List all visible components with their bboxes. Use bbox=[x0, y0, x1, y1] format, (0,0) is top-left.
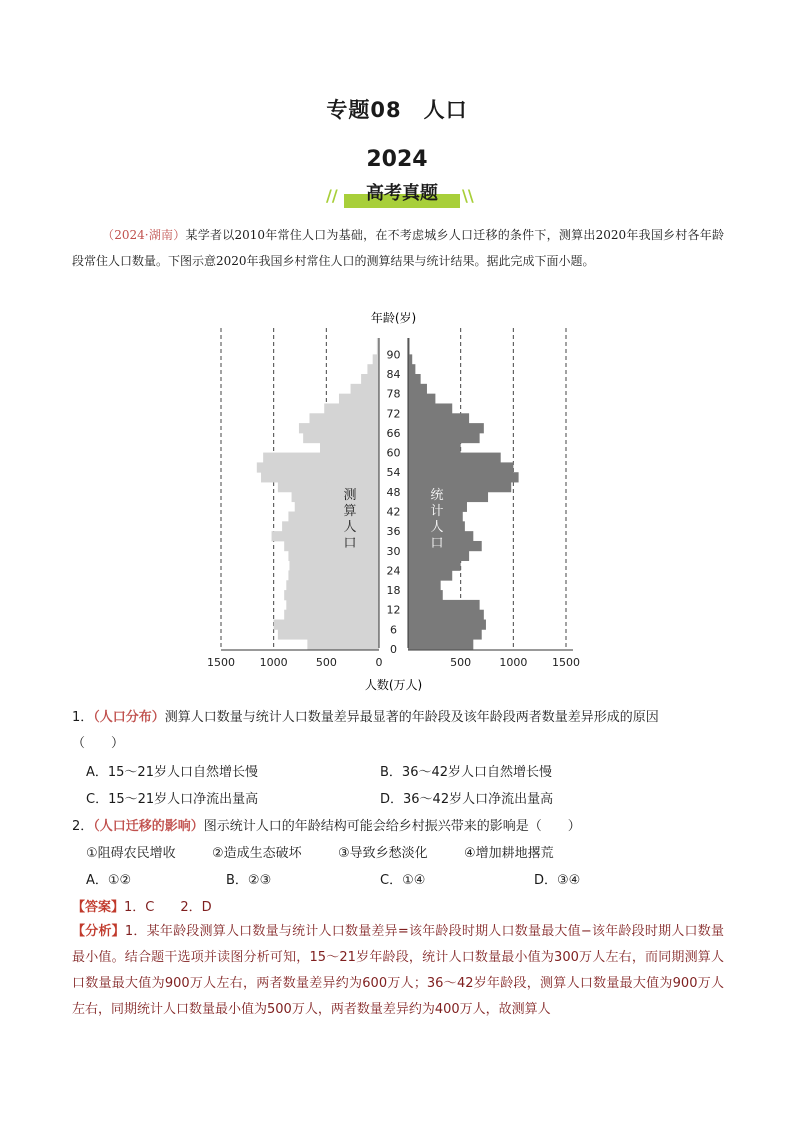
estimated-bar-age-27 bbox=[288, 551, 379, 561]
counted-bar-age-87 bbox=[408, 354, 412, 364]
x-tick-left-500: 500 bbox=[315, 656, 337, 669]
analysis-text: 1．某年龄段测算人口数量与统计人口数量差异=该年龄段时期人口数量最大值−该年龄段时期人口数量最小值。结合题干选项并读图分析可知，15～21岁年龄段，统计人口数量最小值为300万人左右，而同期测算人口数量最大值为900万人左右，两者数量差异约为600万人；36～42岁年龄段，测算人口数量最大值为900万人左右，同期统计人口数量最小值为500万人，两者数量差异约为400万人，故测算人 bbox=[72, 924, 724, 1017]
estimated-bar-age-0 bbox=[307, 639, 379, 649]
analysis-paragraph bbox=[72, 919, 724, 1023]
y-tick-30: 30 bbox=[386, 544, 401, 558]
question-1-option-d[interactable]: D．36～42岁人口净流出量高 bbox=[380, 792, 554, 807]
estimated-bar-age-63 bbox=[303, 433, 379, 443]
series-label-char: 口 bbox=[430, 536, 444, 551]
question-1-option-c[interactable]: C．15～21岁人口净流出量高 bbox=[86, 792, 259, 807]
estimated-bar-age-21 bbox=[288, 570, 379, 580]
counted-bar-age-63 bbox=[408, 433, 480, 443]
estimated-bar-age-6 bbox=[274, 620, 379, 630]
x-tick-right-500: 500 bbox=[450, 656, 472, 669]
y-tick-12: 12 bbox=[386, 603, 401, 617]
year-heading: 2024 bbox=[366, 147, 428, 172]
question-2-text: 图示统计人口的年龄结构可能会给乡村振兴带来的影响是（ ） bbox=[203, 819, 581, 834]
estimated-bar-age-15 bbox=[284, 590, 379, 600]
x-axis-label: 人数(万人) bbox=[364, 678, 423, 692]
banner-slash-right-icon: \\ bbox=[462, 186, 474, 205]
estimated-bar-age-33 bbox=[272, 531, 379, 541]
counted-bar-age-24 bbox=[408, 561, 461, 571]
question-2-item-2: ②造成生态破坏 bbox=[212, 846, 302, 861]
y-tick-18: 18 bbox=[386, 584, 401, 598]
population-pyramid-chart bbox=[200, 306, 600, 696]
estimated-bar-age-57 bbox=[263, 453, 379, 463]
series-label-char: 计 bbox=[430, 504, 444, 519]
counted-bar-age-18 bbox=[408, 580, 441, 590]
x-tick-right-1500: 1500 bbox=[552, 656, 580, 669]
estimated-bar-age-54 bbox=[257, 462, 379, 472]
banner-slash-left-icon: // bbox=[326, 186, 338, 205]
estimated-bar-age-48 bbox=[278, 482, 379, 492]
answer-label: 【答案】 bbox=[72, 900, 125, 915]
series-label-char: 算 bbox=[343, 504, 357, 519]
counted-population-series bbox=[408, 338, 519, 649]
estimated-bar-age-72 bbox=[324, 403, 379, 413]
answer-line bbox=[72, 896, 212, 915]
counted-bar-age-27 bbox=[408, 551, 469, 561]
counted-bar-age-0 bbox=[408, 639, 473, 649]
page-title: 专题08 人口 bbox=[326, 98, 468, 122]
question-1-paren: （ ） bbox=[72, 736, 125, 751]
intro-text: 某学者以2010年常住人口为基础，在不考虑城乡人口迁移的条件下，测算出2020年我国乡村各年龄段常住人口数量。下图示意2020年我国乡村常住人口的测算结果与统计结果。据此完成下面小题。 bbox=[72, 228, 724, 268]
counted-bar-age-75 bbox=[408, 394, 435, 404]
counted-bar-age-12 bbox=[408, 600, 480, 610]
counted-bar-age-78 bbox=[408, 384, 427, 394]
y-axis-label: 年龄(岁) bbox=[370, 311, 417, 325]
y-tick-84: 84 bbox=[386, 368, 401, 382]
question-2-item-4: ④增加耕地撂荒 bbox=[464, 846, 554, 861]
x-tick-left-0: 0 bbox=[375, 656, 383, 669]
question-2-number: 2． bbox=[72, 819, 94, 834]
counted-bar-age-6 bbox=[408, 620, 486, 630]
question-2-option-d[interactable]: D．③④ bbox=[534, 873, 581, 888]
question-1-option-b[interactable]: B．36～42岁人口自然增长慢 bbox=[380, 765, 553, 780]
question-2-option-a[interactable]: A．①② bbox=[86, 873, 132, 888]
estimated-bar-age-51 bbox=[261, 472, 379, 482]
counted-bar-age-51 bbox=[408, 472, 519, 482]
counted-bar-age-48 bbox=[408, 482, 511, 492]
series-label-char: 统 bbox=[430, 488, 444, 503]
question-1-number: 1． bbox=[72, 710, 94, 725]
question-1-option-a[interactable]: A．15～21岁人口自然增长慢 bbox=[86, 765, 258, 780]
counted-bar-age-15 bbox=[408, 590, 443, 600]
intro-paragraph bbox=[72, 222, 724, 274]
counted-bar-age-9 bbox=[408, 610, 484, 620]
y-tick-60: 60 bbox=[386, 446, 401, 460]
y-tick-36: 36 bbox=[386, 525, 401, 539]
series-label-estimated bbox=[343, 488, 356, 551]
y-tick-0: 0 bbox=[390, 643, 397, 656]
question-2-option-c[interactable]: C．①④ bbox=[380, 873, 426, 888]
counted-bar-age-54 bbox=[408, 462, 513, 472]
counted-bar-age-81 bbox=[408, 374, 421, 384]
estimated-bar-age-87 bbox=[373, 354, 379, 364]
answer-text: 1．C 2．D bbox=[124, 900, 212, 915]
series-label-char: 人 bbox=[430, 520, 444, 535]
estimated-bar-age-66 bbox=[299, 423, 379, 433]
estimated-bar-age-78 bbox=[351, 384, 379, 394]
x-tick-left-1000: 1000 bbox=[259, 656, 288, 669]
x-tick-labels bbox=[207, 656, 580, 669]
y-tick-labels bbox=[387, 348, 401, 656]
x-tick-left-1500: 1500 bbox=[207, 656, 235, 669]
counted-bar-age-3 bbox=[408, 629, 482, 639]
question-1 bbox=[72, 706, 732, 725]
counted-bar-age-57 bbox=[408, 453, 501, 463]
counted-bar-age-30 bbox=[408, 541, 482, 551]
y-tick-42: 42 bbox=[386, 505, 401, 519]
section-banner bbox=[326, 180, 474, 210]
intro-source: （2024·湖南） bbox=[102, 228, 186, 242]
question-1-text: 测算人口数量与统计人口数量差异最显著的年龄段及该年龄段两者数量差异形成的原因 bbox=[164, 710, 659, 725]
question-2 bbox=[72, 815, 732, 834]
estimated-bar-age-42 bbox=[295, 502, 379, 512]
series-label-char: 口 bbox=[343, 536, 357, 551]
counted-bar-age-45 bbox=[408, 492, 488, 502]
banner-label: 高考真题 bbox=[366, 183, 438, 204]
estimated-bar-age-18 bbox=[286, 580, 379, 590]
question-1-tag: （人口分布） bbox=[93, 710, 165, 725]
counted-bar-age-60 bbox=[408, 443, 461, 453]
estimated-bar-age-12 bbox=[286, 600, 379, 610]
estimated-bar-age-36 bbox=[282, 521, 379, 531]
x-tick-right-1000: 1000 bbox=[499, 656, 528, 669]
y-tick-90: 90 bbox=[386, 348, 401, 362]
y-tick-24: 24 bbox=[386, 564, 401, 578]
estimated-bar-age-60 bbox=[320, 443, 379, 453]
question-2-item-3: ③导致乡愁淡化 bbox=[338, 846, 428, 861]
y-tick-78: 78 bbox=[386, 387, 401, 401]
question-2-option-b[interactable]: B．②③ bbox=[226, 873, 272, 888]
analysis-label: 【分析】 bbox=[72, 924, 125, 939]
estimated-bar-age-75 bbox=[339, 394, 379, 404]
estimated-bar-age-3 bbox=[278, 629, 379, 639]
estimated-bar-age-81 bbox=[361, 374, 379, 384]
estimated-bar-age-84 bbox=[367, 364, 379, 374]
series-label-char: 测 bbox=[343, 488, 357, 503]
y-tick-66: 66 bbox=[386, 426, 401, 440]
y-tick-6: 6 bbox=[390, 623, 397, 637]
counted-bar-age-69 bbox=[408, 413, 469, 423]
estimated-bar-age-69 bbox=[309, 413, 379, 423]
counted-bar-age-84 bbox=[408, 364, 415, 374]
estimated-bar-age-30 bbox=[284, 541, 379, 551]
counted-bar-age-66 bbox=[408, 423, 484, 433]
counted-bar-age-21 bbox=[408, 570, 452, 580]
estimated-bar-age-9 bbox=[284, 610, 379, 620]
y-tick-72: 72 bbox=[386, 407, 401, 421]
series-label-char: 人 bbox=[343, 520, 357, 535]
estimated-bar-age-24 bbox=[289, 561, 379, 571]
y-tick-48: 48 bbox=[386, 485, 401, 499]
estimated-bar-age-45 bbox=[292, 492, 379, 502]
counted-bar-age-72 bbox=[408, 403, 452, 413]
question-2-tag: （人口迁移的影响） bbox=[93, 819, 204, 834]
estimated-bar-age-39 bbox=[288, 512, 379, 522]
question-2-item-1: ①阻碍农民增收 bbox=[86, 846, 176, 861]
estimated-population-series bbox=[257, 338, 379, 649]
y-tick-54: 54 bbox=[386, 466, 401, 480]
